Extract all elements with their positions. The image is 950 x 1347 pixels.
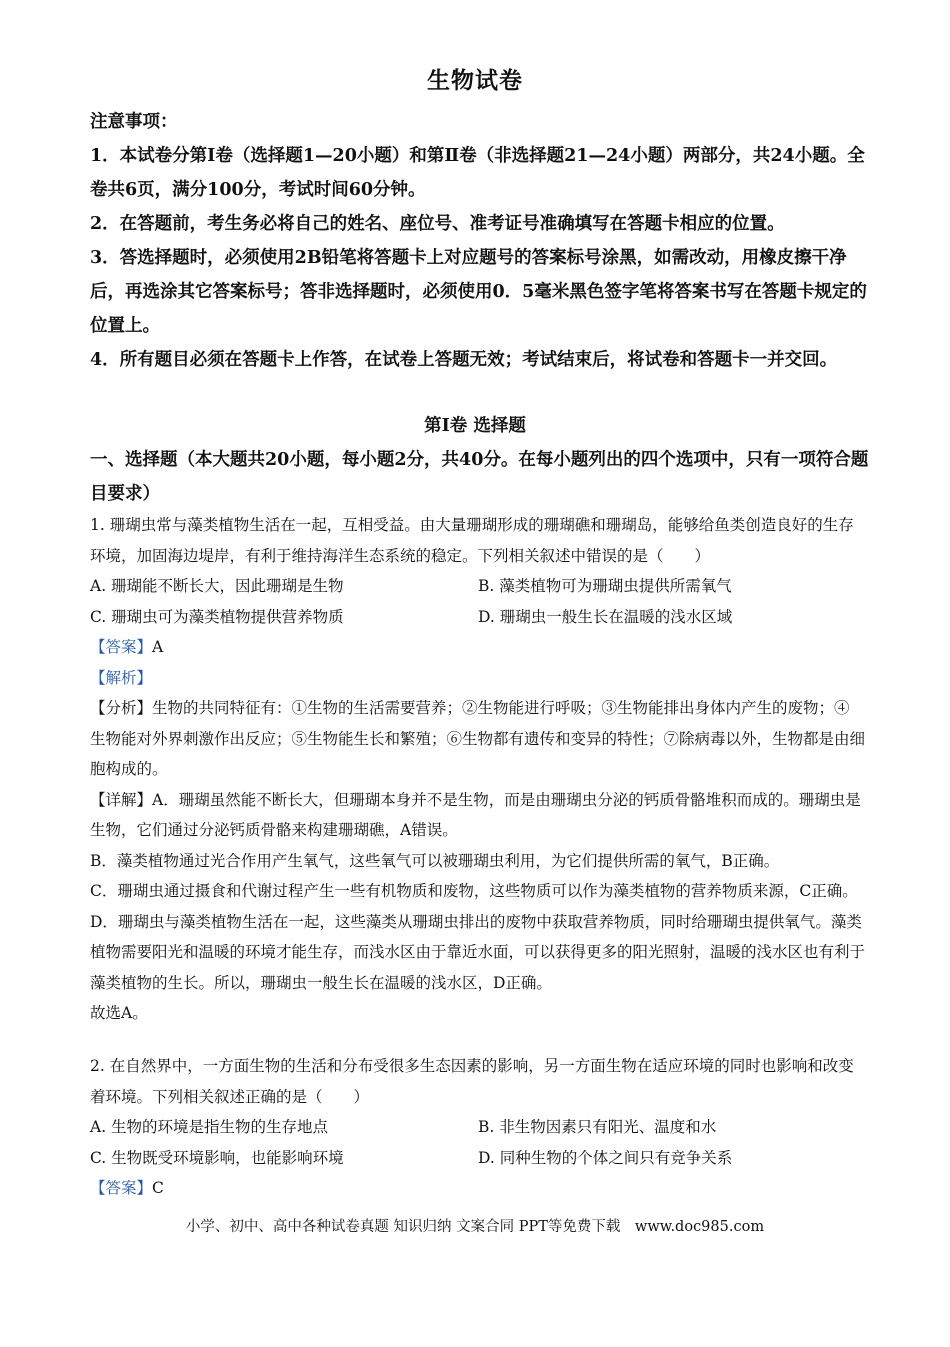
question-stem: 2. 在自然界中，一方面生物的生活和分布受很多生态因素的影响，另一方面生物在适应环境的同时也影响和改变着环境。下列相关叙述正确的是（ ） — [90, 1057, 854, 1106]
xiangjie-a: A．珊瑚虽然能不断长大，但珊瑚本身并不是生物，而是由珊瑚虫分泌的钙质骨骼堆积而成的。珊瑚虫是生物，它们通过分泌钙质骨骼来构建珊瑚礁，A错误。 — [90, 790, 861, 839]
xiangjie-paragraph — [90, 785, 865, 846]
fenxi-tag: 【分析】 — [90, 699, 153, 717]
option-c: C. 珊瑚虫可为藻类植物提供营养物质 — [90, 607, 344, 626]
option-b: B. 非生物因素只有阳光、温度和水 — [478, 1118, 717, 1136]
option-d: D. 珊瑚虫一般生长在温暖的浅水区域 — [478, 607, 733, 626]
notice-item-1: 1．本试卷分第Ⅰ卷（选择题1—20小题）和第Ⅱ卷（非选择题21—24小题）两部分，共24小题。全卷共6页，满分100分，考试时间60分钟。 — [90, 146, 865, 200]
answer-tag: 【答案】 — [90, 638, 153, 656]
option-b: B. 藻类植物可为珊瑚虫提供所需氧气 — [478, 577, 732, 595]
section-heading: 一、选择题（本大题共20小题，每小题2分，共40分。在每小题列出的四个选项中，只有一项符合题目要求） — [90, 450, 869, 504]
option-c: C. 生物既受环境影响，也能影响环境 — [90, 1148, 344, 1167]
footer-text: 小学、初中、高中各种试卷真题 知识归纳 文案合同 PPT等免费下载 www.doc985.com — [185, 1219, 765, 1235]
fenxi-text: 生物的共同特征有：①生物的生活需要营养；②生物能进行呼吸；③生物能排出身体内产生的废物；④生物能对外界刺激作出反应；⑤生物能生长和繁殖；⑥生物都有遗传和变异的特性；⑦除病毒以外，生物都是由细胞构成的。 — [90, 699, 866, 778]
answer-tag: 【答案】 — [90, 1179, 153, 1197]
options-grid — [90, 571, 865, 632]
conclusion: 故选A。 — [90, 1004, 148, 1022]
notice-item-3: 3．答选择题时，必须使用2B铅笔将答题卡上对应题号的答案标号涂黑，如需改动，用橡皮擦干净后，再选涂其它答案标号；答非选择题时，必须使用0．5毫米黑色签字笔将答案书写在答题卡规定的位置上。 — [90, 248, 867, 336]
xiangjie-c: C．珊瑚虫通过摄食和代谢过程产生一些有机物质和废物，这些物质可以作为藻类植物的营养物质来源，C正确。 — [90, 882, 858, 900]
option-a: A. 珊瑚能不断长大，因此珊瑚是生物 — [90, 577, 344, 595]
xiangjie-b: B．藻类植物通过光合作用产生氧气，这些氧气可以被珊瑚虫利用，为它们提供所需的氧气，B正确。 — [90, 851, 780, 870]
analysis-tag: 【解析】 — [90, 668, 153, 687]
notice-heading: 注意事项： — [90, 112, 178, 132]
option-d: D. 同种生物的个体之间只有竞争关系 — [478, 1148, 733, 1167]
notice-block — [90, 105, 870, 377]
part-title: 第Ⅰ卷 选择题 — [424, 416, 526, 436]
question-stem: 1. 珊瑚虫常与藻类植物生活在一起，互相受益。由大量珊瑚形成的珊瑚礁和珊瑚岛，能够给鱼类创造良好的生存环境，加固海边堤岸，有利于维持海洋生态系统的稳定。下列相关叙述中错误的是（ ） — [90, 516, 854, 565]
answer-value: A — [152, 638, 164, 656]
page-title: 生物试卷 — [427, 67, 523, 94]
answer-line — [90, 1173, 865, 1204]
fenxi-paragraph — [90, 693, 865, 785]
option-a: A. 生物的环境是指生物的生存地点 — [90, 1118, 329, 1136]
analysis-heading — [90, 663, 865, 694]
xiangjie-tag: 【详解】 — [90, 790, 153, 809]
xiangjie-d: D．珊瑚虫与藻类植物生活在一起，这些藻类从珊瑚虫排出的废物中获取营养物质，同时给珊瑚虫提供氧气。藻类植物需要阳光和温暖的环境才能生存，而浅水区由于靠近水面，可以获得更多的阳光照射，温暖的浅水区也有利于藻类植物的生长。所以，珊瑚虫一般生长在温暖的浅水区，D正确。 — [90, 912, 866, 992]
answer-line — [90, 632, 865, 663]
question-1 — [90, 510, 865, 1029]
question-2 — [90, 1051, 865, 1204]
notice-item-2: 2．在答题前，考生务必将自己的姓名、座位号、准考证号准确填写在答题卡相应的位置。 — [90, 214, 785, 234]
answer-value: C — [152, 1179, 164, 1197]
options-grid — [90, 1112, 865, 1173]
notice-item-4: 4．所有题目必须在答题卡上作答，在试卷上答题无效；考试结束后，将试卷和答题卡一并交回。 — [90, 350, 838, 370]
